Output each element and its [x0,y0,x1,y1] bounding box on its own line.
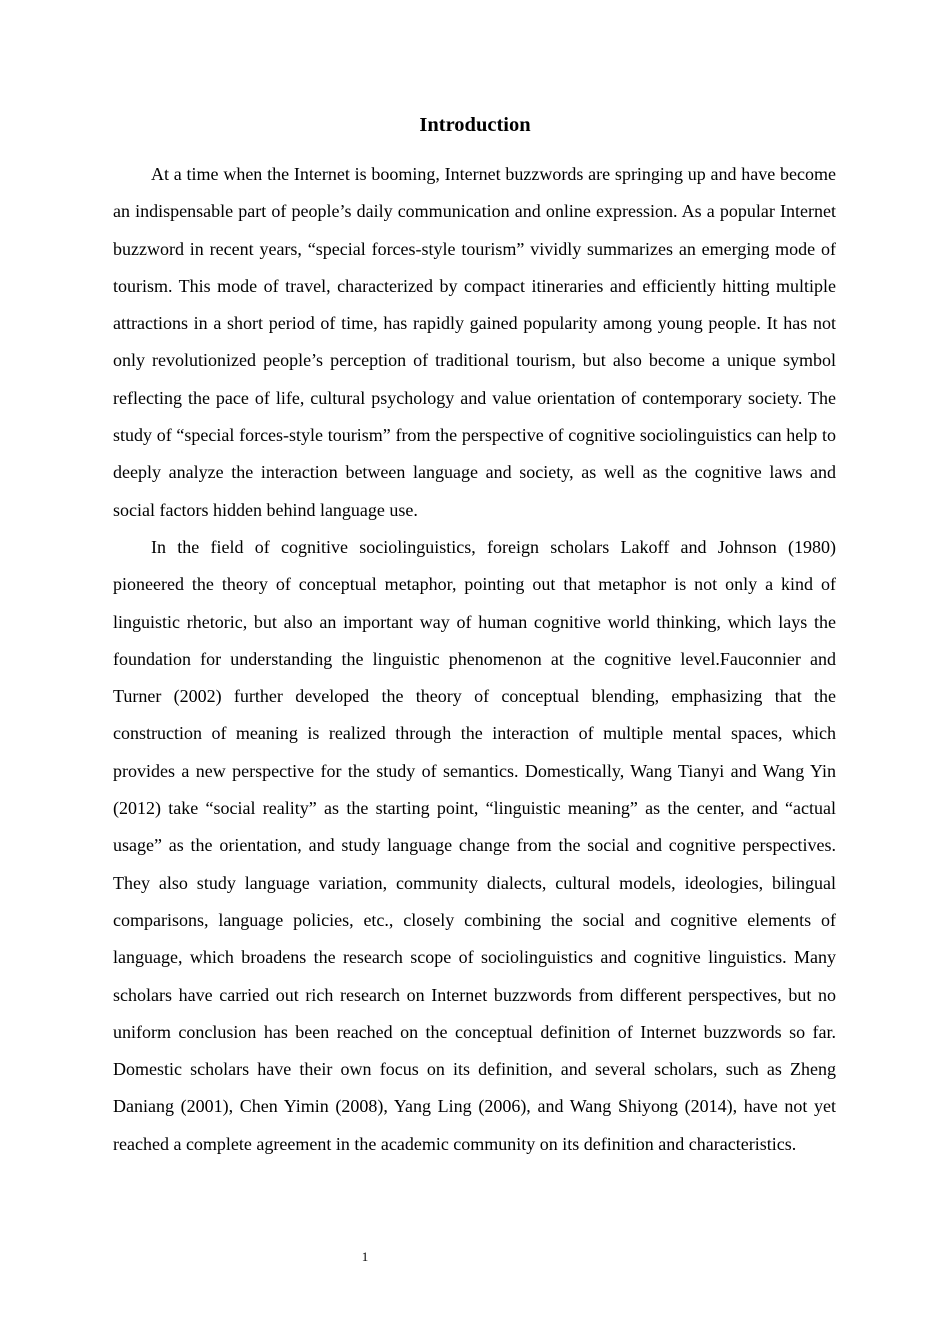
section-title: Introduction [419,114,531,136]
paragraph-2: In the field of cognitive sociolinguistics, foreign scholars Lakoff and Johnson (1980) pioneered the theory of conceptual metaphor, pointing out that metaphor is not only a kind of linguistic rhetoric, but also an important way of human cognitive world thinking, which lays the foundation for understanding the linguistic phenomenon at the cognitive level.Fauconnier and Turner (2002) further developed the theory of conceptual blending, emphasizing that the construction of meaning is realized through the interaction of multiple mental spaces, which provides a new perspective for the study of semantics. Domestically, Wang Tianyi and Wang Yin (2012) take “social reality” as the starting point, “linguistic meaning” as the center, and “actual usage” as the orientation, and study language change from the social and cognitive perspectives. They also study language variation, community dialects, cultural models, ideologies, bilingual comparisons, language policies, etc., closely combining the social and cognitive elements of language, which broadens the research scope of sociolinguistics and cognitive linguistics. Many scholars have carried out rich research on Internet buzzwords from different perspectives, but no uniform conclusion has been reached on the conceptual definition of Internet buzzwords so far. Domestic scholars have their own focus on its definition, and several scholars, such as Zheng Daniang (2001), Chen Yimin (2008), Yang Ling (2006), and Wang Shiyong (2014), have not yet reached a complete agreement in the academic community on its definition and characteristics. [113,536,836,1154]
paragraph-1: At a time when the Internet is booming, Internet buzzwords are springing up and have become an indispensable part of people’s daily communication and online expression. As a popular Internet buzzword in recent years, “special forces-style tourism” vividly summarizes an emerging mode of tourism. This mode of travel, characterized by compact itineraries and efficiently hitting multiple attractions in a short period of time, has rapidly gained popularity among young people. It has not only revolutionized people’s perception of traditional tourism, but also become a unique symbol reflecting the pace of life, cultural psychology and value orientation of contemporary society. The study of “special forces-style tourism” from the perspective of cognitive sociolinguistics can help to deeply analyze the interaction between language and society, as well as the cognitive laws and social factors hidden behind language use. [113,164,836,520]
page-number: 1 [361,1249,369,1264]
body-text [113,156,836,1163]
